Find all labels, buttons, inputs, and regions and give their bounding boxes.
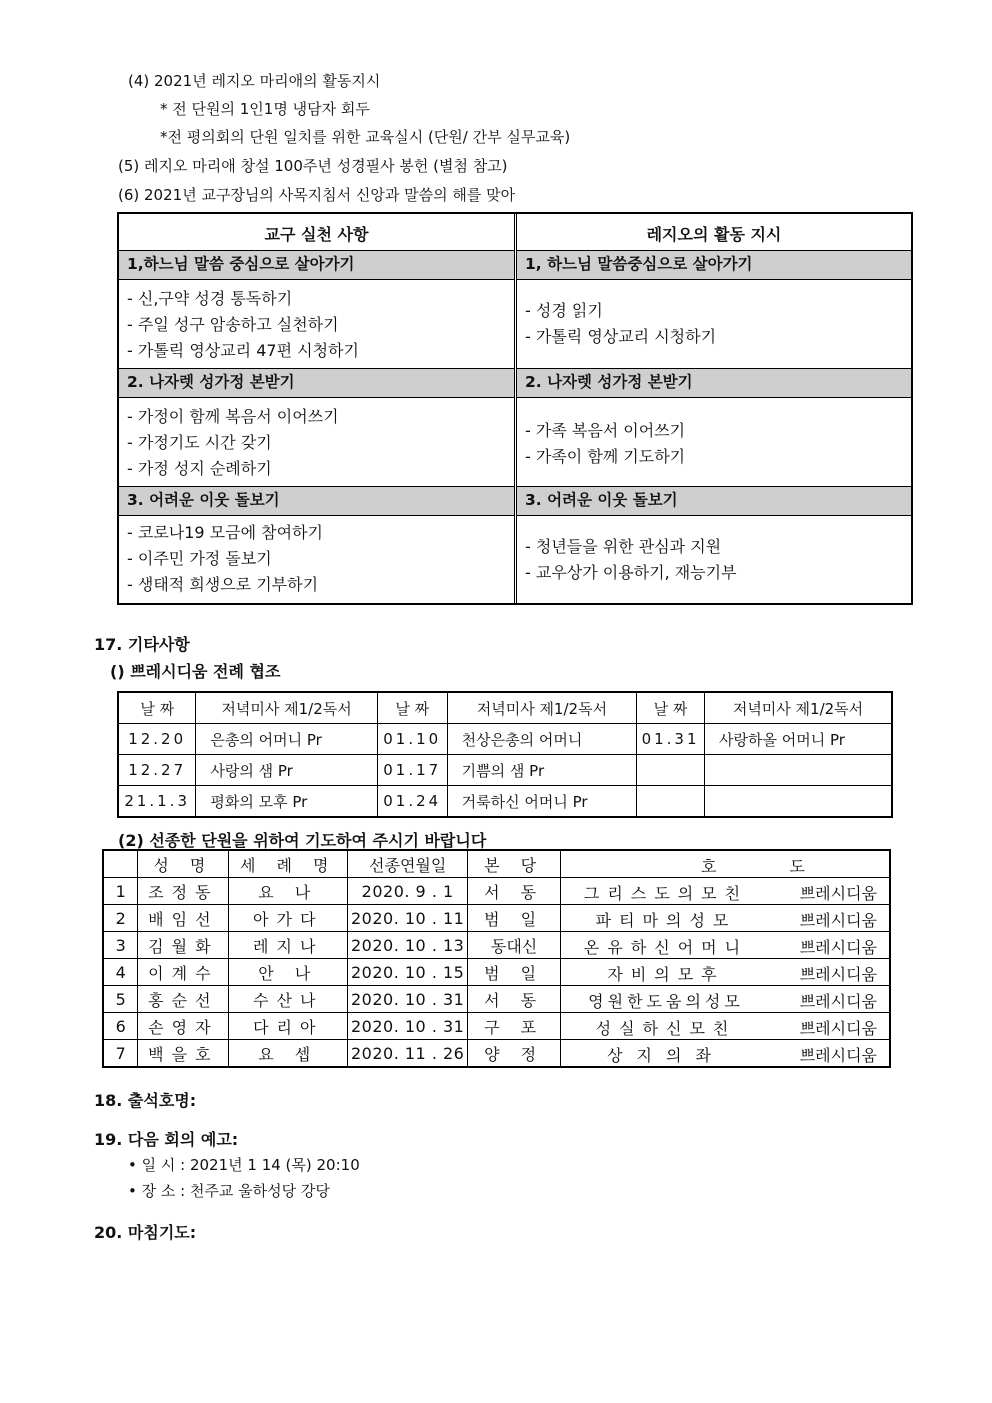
praesidium-title: 성실하신모친 [595,1019,737,1038]
row-number: 7 [103,1040,138,1068]
header-title-do: 도 [789,857,805,876]
date-cell: 12.27 [118,755,196,786]
member-name: 백을호 [138,1040,229,1068]
table-row [103,1040,890,1068]
table-row [103,905,890,932]
member-name: 홍순선 [138,986,229,1013]
praesidium-label: 쁘레시디움 [799,992,877,1011]
list-item: - 이주민 가정 돌보기 [127,549,272,568]
list-item: - 코로나19 모금에 참여하기 [127,523,323,542]
column-header-legio: 레지오의 활동 지시 [646,225,782,244]
death-date: 2020. 10 . 13 [348,932,468,959]
baptismal-name: 요 나 [229,878,348,905]
table-row [118,755,892,786]
bible-transcription-line: (5) 레지오 마리애 창설 100주년 성경필사 봉헌 (별첨 참고) [118,157,508,175]
praesidium-label: 쁘레시디움 [799,1019,877,1038]
header-cell [103,850,138,878]
liturgy-cooperation-heading: () 쁘레시디움 전례 협조 [110,662,281,681]
reader-cell: 은총의 어머니 Pr [196,724,377,755]
praesidium-title: 상지의좌 [607,1046,725,1065]
list-item: - 가톨릭 영상교리 47편 시청하기 [127,341,359,360]
member-name: 이계수 [138,959,229,986]
death-date: 2020. 10 . 31 [348,1013,468,1040]
header-cell: 저녁미사 제1/2독서 [196,692,377,724]
header-cell: 본 당 [468,850,561,878]
death-date: 2020. 9 . 1 [348,878,468,905]
date-cell: 21.1.3 [118,786,196,818]
table-row [118,724,892,755]
list-item: - 가족 복음서 이어쓰기 [525,421,686,440]
item-list [525,534,907,586]
section-title: 2. 나자렛 성가정 본받기 [119,368,514,398]
death-date: 2020. 10 . 11 [348,905,468,932]
section-20-title: 20. 마침기도: [94,1223,197,1242]
parish: 서 동 [468,878,561,905]
header-cell: 세 례 명 [229,850,348,878]
baptismal-name: 요 셉 [229,1040,348,1068]
member-name: 김월화 [138,932,229,959]
header-cell: 저녁미사 제1/2독서 [705,692,893,724]
date-cell: 01.24 [377,786,447,818]
section-19-title: 19. 다음 회의 예고: [94,1130,239,1149]
reader-cell [705,755,893,786]
list-item: - 생태적 희생으로 기부하기 [127,575,319,594]
header-cell: 선종연월일 [348,850,468,878]
parish: 동대신 [468,932,561,959]
parish: 범 일 [468,959,561,986]
legio-activity-column [517,214,911,603]
reader-cell: 사랑의 샘 Pr [196,755,377,786]
baptismal-name: 레지나 [229,932,348,959]
date-cell: 01.31 [637,724,705,755]
praesidium-label: 쁘레시디움 [799,965,877,984]
item-list [525,298,907,350]
next-meeting-time: • 일 시 : 2021년 1 14 (목) 20:10 [128,1156,360,1174]
baptismal-name: 다리아 [229,1013,348,1040]
member-name: 조정동 [138,878,229,905]
death-date: 2020. 10 . 31 [348,986,468,1013]
section-title: 2. 나자렛 성가정 본받기 [517,368,911,398]
next-meeting-place: • 장 소 : 천주교 울하성당 강당 [128,1182,330,1200]
praesidium-label: 쁘레시디움 [799,911,877,930]
praesidium-cell [561,878,891,905]
praesidium-cell [561,959,891,986]
praesidium-cell [561,905,891,932]
date-cell: 01.10 [377,724,447,755]
row-number: 4 [103,959,138,986]
header-cell: 날 짜 [637,692,705,724]
table-row [103,959,890,986]
praesidium-label: 쁘레시디움 [799,884,877,903]
reader-cell: 거룩하신 어머니 Pr [447,786,636,818]
table-header-row [103,850,890,878]
row-number: 1 [103,878,138,905]
praesidium-title: 온유하신어머니 [583,938,749,957]
table-row [103,878,890,905]
section-title: 3. 어려운 이웃 돌보기 [517,486,911,516]
reader-cell: 기쁨의 샘 Pr [447,755,636,786]
death-date: 2020. 11 . 26 [348,1040,468,1068]
item-list [127,404,510,482]
praesidium-title: 파티마의성모 [595,911,737,930]
section-title: 1,하느님 말씀 중심으로 살아가기 [119,250,514,280]
liturgy-schedule-table [117,691,893,818]
praesidium-label: 쁘레시디움 [799,1046,877,1065]
parish: 양 정 [468,1040,561,1068]
praesidium-title: 자비의모후 [607,965,725,984]
reader-cell: 천상은총의 어머니 [447,724,636,755]
column-header-diocese: 교구 실천 사항 [264,225,369,244]
row-number: 3 [103,932,138,959]
activity-directive-heading: (4) 2021년 레지오 마리애의 활동지시 [128,72,381,90]
section-title: 3. 어려운 이웃 돌보기 [119,486,514,516]
praesidium-cell [561,1040,891,1068]
baptismal-name: 안 나 [229,959,348,986]
list-item: - 가톨릭 영상교리 시청하기 [525,327,717,346]
deceased-prayer-heading: (2) 선종한 단원을 위하여 기도하여 주시기 바랍니다 [118,831,487,850]
date-cell: 01.17 [377,755,447,786]
reader-cell: 사랑하올 어머니 Pr [705,724,893,755]
date-cell [637,755,705,786]
item-list [127,286,510,364]
date-cell [637,786,705,818]
list-item: - 교우상가 이용하기, 재능기부 [525,563,737,582]
item-list [127,520,510,598]
parish: 서 동 [468,986,561,1013]
header-title-ho: 호 [701,857,725,876]
section-18-title: 18. 출석호명: [94,1091,197,1110]
item-list [525,418,907,470]
praesidium-title: 영원한도움의성모 [588,992,744,1011]
list-item: - 신,구약 성경 통독하기 [127,289,293,308]
header-cell: 날 짜 [118,692,196,724]
date-cell: 12.20 [118,724,196,755]
table-header-row [118,692,892,724]
activity-directive-item-2: *전 평의회의 단원 일치를 위한 교육실시 (단원/ 간부 실무교육) [160,128,571,146]
practice-table [117,212,913,605]
member-name: 손영자 [138,1013,229,1040]
table-row [118,786,892,818]
header-cell: 저녁미사 제1/2독서 [447,692,636,724]
praesidium-cell [561,986,891,1013]
list-item: - 가족이 함께 기도하기 [525,447,686,466]
parish: 구 포 [468,1013,561,1040]
praesidium-label: 쁘레시디움 [799,938,877,957]
praesidium-title: 그리스도의모친 [583,884,749,903]
row-number: 5 [103,986,138,1013]
list-item: - 성경 읽기 [525,301,603,320]
reader-cell: 평화의 모후 Pr [196,786,377,818]
table-row [103,986,890,1013]
header-cell: 성 명 [138,850,229,878]
list-item: - 가정기도 시간 갖기 [127,433,272,452]
death-date: 2020. 10 . 15 [348,959,468,986]
table-row [103,932,890,959]
row-number: 2 [103,905,138,932]
row-number: 6 [103,1013,138,1040]
reader-cell [705,786,893,818]
list-item: - 청년들을 위한 관심과 지원 [525,537,722,556]
list-item: - 주일 성구 암송하고 실천하기 [127,315,339,334]
parish: 범 일 [468,905,561,932]
member-name: 배임선 [138,905,229,932]
header-cell: 날 짜 [377,692,447,724]
list-item: - 가정 성지 순례하기 [127,459,272,478]
header-cell [561,850,891,878]
deceased-members-table [102,849,891,1068]
activity-directive-item-1: * 전 단원의 1인1명 냉담자 회두 [160,100,370,118]
section-17-title: 17. 기타사항 [94,635,190,654]
pastoral-guideline-line: (6) 2021년 교구장님의 사목지침서 신앙과 말씀의 해를 맞아 [118,186,516,204]
baptismal-name: 수산나 [229,986,348,1013]
table-row [103,1013,890,1040]
list-item: - 가정이 함께 복음서 이어쓰기 [127,407,339,426]
section-title: 1, 하느님 말씀중심으로 살아가기 [517,250,911,280]
diocese-practice-column [119,214,514,603]
praesidium-cell [561,932,891,959]
baptismal-name: 아가다 [229,905,348,932]
praesidium-cell [561,1013,891,1040]
